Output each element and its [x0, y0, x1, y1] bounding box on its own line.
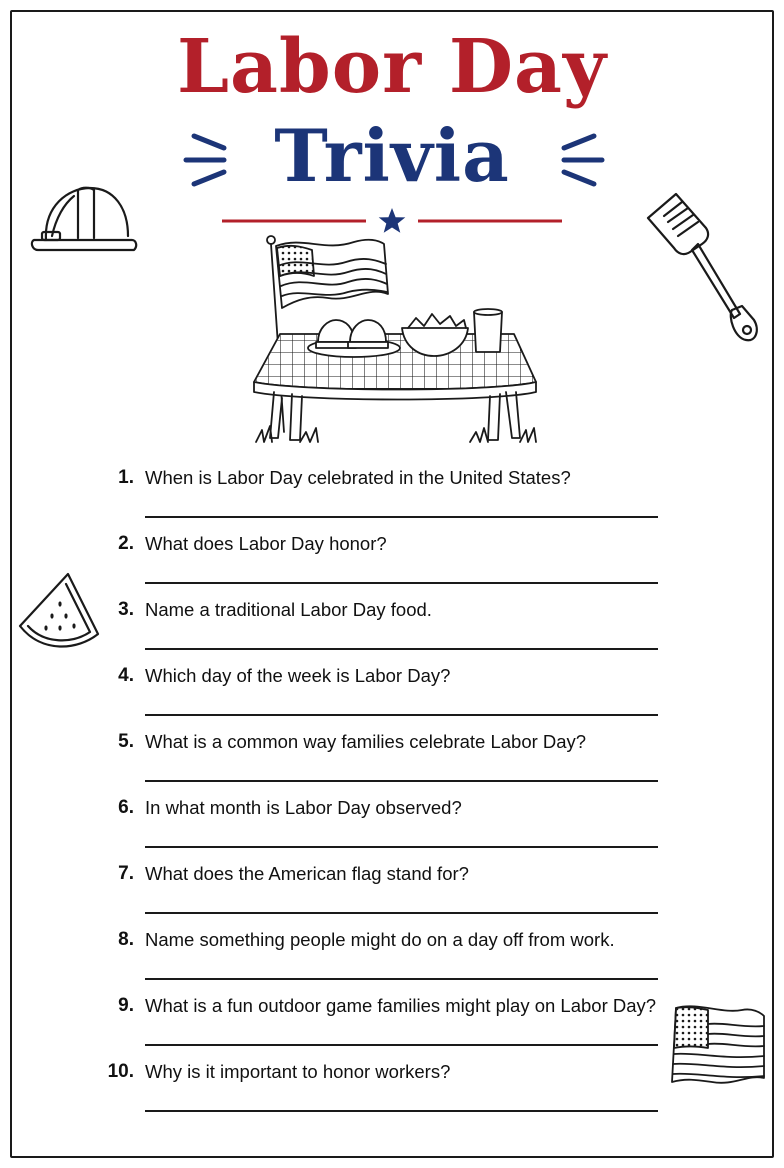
question-text: What does Labor Day honor?	[145, 533, 387, 554]
star-icon	[379, 208, 406, 233]
question-number: 10.	[107, 1061, 134, 1082]
question-text: What is a fun outdoor game families might play on Labor Day?	[145, 995, 657, 1016]
question-text: Which day of the week is Labor Day?	[145, 665, 451, 686]
question-text: When is Labor Day celebrated in the United States?	[145, 467, 571, 488]
question-item	[0, 584, 784, 650]
question-text: Why is it important to honor workers?	[145, 1061, 451, 1082]
question-number: 6.	[118, 797, 134, 818]
title-trivia: Trivia	[274, 113, 510, 198]
star-divider	[220, 204, 564, 234]
hard-hat-icon	[28, 178, 140, 268]
question-text: What does the American flag stand for?	[145, 863, 469, 884]
spatula-icon	[640, 188, 762, 348]
question-text: Name something people might do on a day off from work.	[145, 929, 615, 950]
question-item	[0, 716, 784, 782]
picnic-table-illustration	[244, 232, 544, 450]
question-text: What is a common way families celebrate Labor Day?	[145, 731, 587, 752]
question-item	[0, 782, 784, 848]
question-number: 5.	[118, 731, 134, 752]
burst-lines-right-icon	[548, 128, 608, 188]
question-item	[0, 452, 784, 518]
question-number: 3.	[118, 599, 134, 620]
question-number: 1.	[118, 467, 134, 488]
burst-lines-left-icon	[180, 128, 240, 188]
question-number: 9.	[118, 995, 134, 1016]
question-item	[0, 650, 784, 716]
question-number: 7.	[118, 863, 134, 884]
question-number: 2.	[118, 533, 134, 554]
question-text: Name a traditional Labor Day food.	[145, 599, 432, 620]
answer-line[interactable]	[145, 1110, 658, 1112]
question-item	[0, 1046, 784, 1112]
question-item	[0, 980, 784, 1046]
question-number: 4.	[118, 665, 134, 686]
question-item	[0, 914, 784, 980]
title-labor-day: Labor Day	[177, 24, 607, 110]
question-item	[0, 518, 784, 584]
question-number: 8.	[118, 929, 134, 950]
question-item	[0, 848, 784, 914]
question-text: In what month is Labor Day observed?	[145, 797, 462, 818]
